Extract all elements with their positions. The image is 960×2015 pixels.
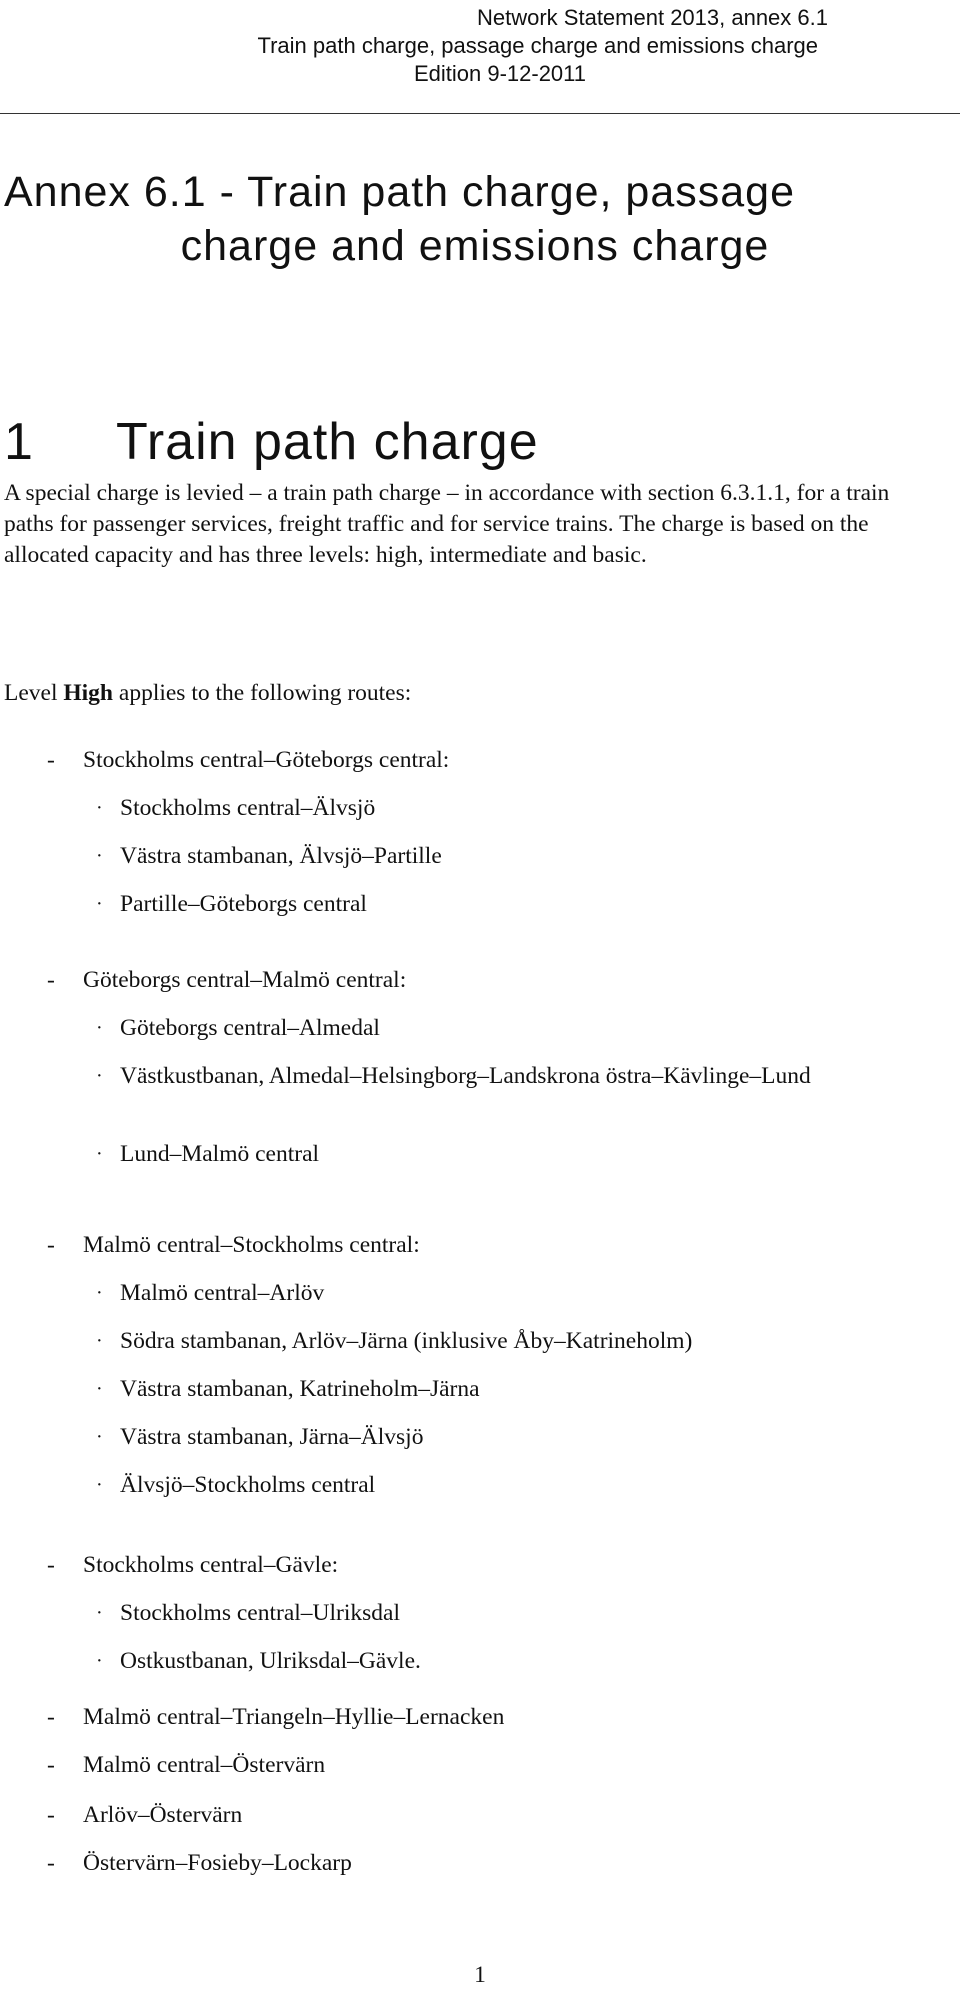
- page-number: [0, 1960, 960, 1990]
- bullet-icon: ·: [96, 1282, 103, 1304]
- route-dash: -: [47, 967, 55, 993]
- header-document-title: Network Statement 2013, annex 6.1: [477, 5, 828, 30]
- route-dash: -: [47, 1232, 55, 1258]
- intro-paragraph: A special charge is levied – a train path charge – in accordance with section 6.3.1.1, for a train paths for passenger services, freight traffic and for service trains. The charge is based on the allocated capacity and has three levels: high, intermediate and basic.: [4, 480, 890, 568]
- route-subitem-label: Västra stambanan, Katrineholm–Järna: [120, 1376, 480, 1402]
- header-annex-subtitle: Train path charge, passage charge and emissions charge: [257, 33, 818, 58]
- bullet-icon: ·: [96, 1426, 103, 1448]
- level-prefix: Level: [4, 680, 58, 706]
- route-label: Arlöv–Östervärn: [83, 1802, 243, 1828]
- route-dash: -: [47, 1704, 55, 1730]
- route-dash: -: [47, 1752, 55, 1778]
- route-subitem-label: Stockholms central–Ulriksdal: [120, 1600, 400, 1626]
- bullet-icon: ·: [96, 1474, 103, 1496]
- route-label: Stockholms central–Göteborgs central:: [83, 747, 450, 773]
- route-dash: -: [47, 747, 55, 773]
- route-subitem-label: Partille–Göteborgs central: [120, 891, 367, 917]
- route-subitem-label: Göteborgs central–Almedal: [120, 1015, 380, 1041]
- route-subitem-label: Södra stambanan, Arlöv–Järna (inklusive Åby–Katrineholm): [120, 1328, 693, 1354]
- route-subitem-label: Stockholms central–Älvsjö: [120, 795, 376, 821]
- route-dash: -: [47, 1552, 55, 1578]
- section-title: Train path charge: [116, 413, 539, 471]
- bullet-icon: ·: [96, 1017, 103, 1039]
- header-edition: Edition 9-12-2011: [413, 61, 586, 86]
- bullet-icon: ·: [96, 1143, 103, 1165]
- bullet-icon: ·: [96, 1378, 103, 1400]
- level-suffix: applies to the following routes:: [118, 680, 412, 706]
- route-subitem-label: Ostkustbanan, Ulriksdal–Gävle.: [120, 1648, 421, 1674]
- route-label: Östervärn–Fosieby–Lockarp: [83, 1850, 352, 1876]
- route-subitem-label: Malmö central–Arlöv: [120, 1280, 325, 1306]
- bullet-icon: ·: [96, 1330, 103, 1352]
- route-label: Malmö central–Östervärn: [83, 1752, 326, 1778]
- page-number-value: 1: [474, 1962, 486, 1988]
- route-subitem-label: Västkustbanan, Almedal–Helsingborg–Landskrona östra–Kävlinge–Lund: [120, 1063, 811, 1089]
- route-subitem-label: Lund–Malmö central: [120, 1141, 320, 1167]
- annex-title-line-2: charge and emissions charge: [180, 222, 770, 270]
- route-label: Malmö central–Triangeln–Hyllie–Lernacken: [83, 1704, 505, 1730]
- route-subitem-label: Västra stambanan, Järna–Älvsjö: [120, 1424, 424, 1450]
- section-number: 1: [4, 413, 34, 471]
- route-subitem-label: Älvsjö–Stockholms central: [120, 1472, 376, 1498]
- route-subitem-label: Västra stambanan, Älvsjö–Partille: [120, 843, 442, 869]
- route-label: Malmö central–Stockholms central:: [83, 1232, 420, 1258]
- route-dash: -: [47, 1802, 55, 1828]
- bullet-icon: ·: [96, 1602, 103, 1624]
- level-name: High: [63, 680, 114, 706]
- route-dash: -: [47, 1850, 55, 1876]
- route-label: Stockholms central–Gävle:: [83, 1552, 339, 1578]
- bullet-icon: ·: [96, 845, 103, 867]
- bullet-icon: ·: [96, 1065, 103, 1087]
- bullet-icon: ·: [96, 893, 103, 915]
- route-label: Göteborgs central–Malmö central:: [83, 967, 407, 993]
- bullet-icon: ·: [96, 1650, 103, 1672]
- annex-title-line-1: Annex 6.1 - Train path charge, passage: [4, 168, 795, 216]
- bullet-icon: ·: [96, 797, 103, 819]
